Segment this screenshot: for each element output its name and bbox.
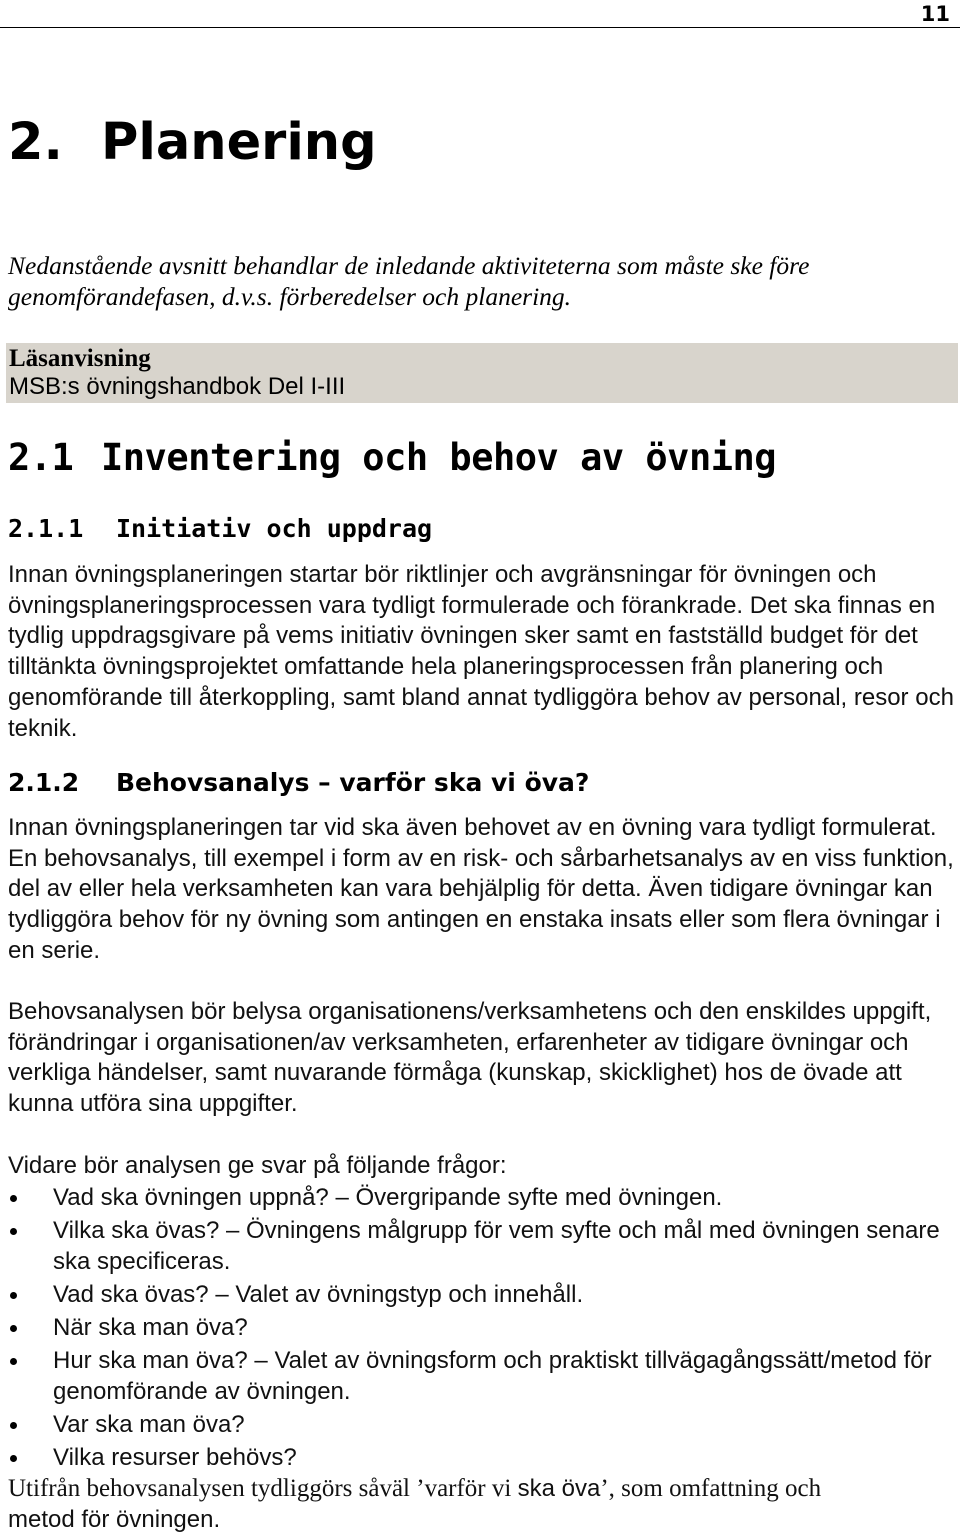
list-item-text: Vad ska övas? – Valet av övningstyp och innehåll. (53, 1281, 584, 1308)
subsection-title: Behovsanalys – varför ska vi öva? (116, 768, 590, 797)
bullet-icon (10, 1455, 17, 1462)
list-item (8, 1409, 956, 1440)
bullet-icon (10, 1228, 17, 1235)
subsection-number: 2.1.2 (8, 768, 80, 797)
paragraph-initiativ: Innan övningsplaneringen startar bör riktlinjer och avgränsningar för övningen och övningsplaneringsprocessen vara tydligt formulerade och förankrade. Det ska finnas en tydlig uppdragsgivare på vems initiativ övningen sker samt en fastställd budget för det tilltänkta övningsprojektet omfattande hela planeringsprocessen från planering och genomförande till återkoppling, samt bland annat tydliggöra behov av personal, resor och teknik. (8, 561, 954, 742)
paragraph-behov: Innan övningsplaneringen tar vid ska även behovet av en övning vara tydligt formulerat. En behovsanalys, till exempel i form av en risk- och sårbarhetsanalys av en viss funktion, del av eller hela verksamheten kan vara behjälplig för detta. Även tidigare övningar kan tydliggöra behov för ny övning som antingen en enstaka insats eller som flera övningar i en serie. (8, 814, 954, 964)
closing-text-part: ’, som omfattning och (600, 1475, 822, 1502)
subsection-title: Initiativ och uppdrag (116, 514, 433, 543)
questions-list (8, 1182, 956, 1475)
section-title: Inventering och behov av övning (101, 436, 777, 479)
section-number: 2.1 (8, 436, 74, 479)
list-item-text: Vad ska övningen uppnå? – Övergripande syfte med övningen. (53, 1184, 723, 1211)
list-item (8, 1312, 956, 1343)
bullet-icon (10, 1325, 17, 1332)
bullet-icon (10, 1358, 17, 1365)
closing-text-part: metod för övningen. (8, 1506, 221, 1533)
list-item (8, 1279, 956, 1310)
page-number: 11 (920, 2, 950, 26)
list-item-text: Var ska man öva? (53, 1411, 245, 1438)
paragraph-belysa: Behovsanalysen bör belysa organisationens/verksamhetens och den enskildes uppgift, förändringar i organisationen/av verksamheten, erfarenheter av tidigare övningar och verkliga händelser, samt nuvarande förmåga (kunskap, skicklighet) hos de övade att kunna utföra sina uppgifter. (8, 998, 932, 1118)
intro-paragraph: Nedanstående avsnitt behandlar de inledande aktiviteterna som måste ske före genomförandefasen, d.v.s. förberedelser och planering. (8, 251, 810, 311)
list-item-text: Hur ska man öva? – Valet av övningsform och praktiskt tillvägagångssätt/metod för genomförande av övningen. (53, 1347, 932, 1405)
list-item-text: Vilka resurser behövs? (53, 1444, 297, 1471)
bullet-icon (10, 1195, 17, 1202)
list-item (8, 1182, 956, 1213)
chapter-title: Planering (101, 113, 377, 172)
chapter-number: 2. (8, 113, 63, 172)
questions-intro: Vidare bör analysen ge svar på följande frågor: (8, 1152, 507, 1179)
reading-guide-box (6, 343, 958, 403)
closing-text-part: Utifrån behovsanalysen tydliggörs såväl ’varför vi (8, 1475, 518, 1502)
list-item (8, 1345, 956, 1407)
bullet-icon (10, 1292, 17, 1299)
reading-guide-title: Läsanvisning (9, 345, 151, 372)
list-item-text: När ska man öva? (53, 1314, 248, 1341)
subsection-heading-initiativ (8, 512, 432, 546)
section-heading (8, 434, 776, 482)
closing-text-part: ska öva (517, 1475, 601, 1502)
bullet-icon (10, 1422, 17, 1429)
chapter-heading (8, 112, 377, 174)
list-item (8, 1215, 956, 1277)
subsection-number: 2.1.1 (8, 514, 84, 543)
list-item-text: Vilka ska övas? – Övningens målgrupp för vem syfte och mål med övningen senare ska specificeras. (53, 1217, 940, 1275)
header-rule (0, 27, 960, 28)
closing-paragraph (8, 1473, 956, 1535)
list-item (8, 1442, 956, 1473)
reading-guide-reference: MSB:s övningshandbok Del I-III (9, 373, 346, 400)
subsection-heading-behovsanalys (8, 766, 589, 800)
